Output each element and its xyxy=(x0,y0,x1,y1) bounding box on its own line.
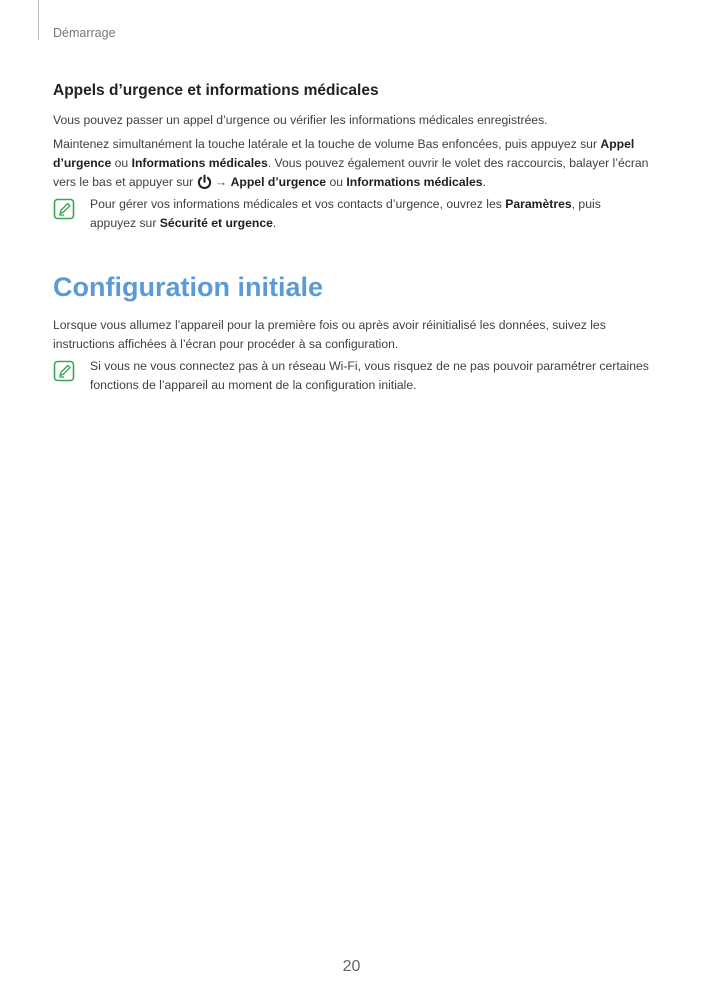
emergency-intro: Vous pouvez passer un appel d’urgence ou vérifier les informations médicales enregistrées. xyxy=(53,113,548,127)
page-number: 20 xyxy=(342,958,361,975)
section-heading-setup: Configuration initiale xyxy=(53,272,323,302)
note-text: Pour gérer vos informations médicales et vos contacts d’urgence, ouvrez les Paramètres, puis appuyez sur Sécurité et urgence. xyxy=(90,197,601,230)
chapter-header: Démarrage xyxy=(53,26,116,40)
note-icon xyxy=(53,360,75,382)
note-text: Si vous ne vous connectez pas à un réseau Wi-Fi, vous risquez de ne pas pouvoir paramétrer certaines fonctions de l’appareil au moment de la configuration initiale. xyxy=(90,359,649,392)
note-icon xyxy=(53,198,75,220)
header-rule xyxy=(38,0,39,40)
term-emergency-call: Appel d’urgence xyxy=(230,175,327,189)
term-medical-info: Informations médicales xyxy=(346,175,483,189)
power-icon xyxy=(197,174,212,190)
term-emergency-call: Appel d’urgence xyxy=(53,137,635,170)
setup-intro: Lorsque vous allumez l’appareil pour la première fois ou après avoir réinitialisé les données, suivez les instructions affichées à l’écran pour procéder à sa configuration. xyxy=(53,318,606,351)
term-security-emergency: Sécurité et urgence xyxy=(159,216,273,230)
term-settings: Paramètres xyxy=(505,197,572,211)
term-medical-info: Informations médicales xyxy=(131,156,268,170)
section-heading-emergency: Appels d’urgence et informations médicales xyxy=(53,82,379,99)
emergency-instructions: Maintenez simultanément la touche latérale et la touche de volume Bas enfoncées, puis appuyez sur Appel d’urgence ou Informations médicales. Vous pouvez également ouvrir le volet des raccourcis, balayer l’écran vers le bas et appuyer sur → Appel d’urgence ou Informations médicales. xyxy=(53,137,649,189)
